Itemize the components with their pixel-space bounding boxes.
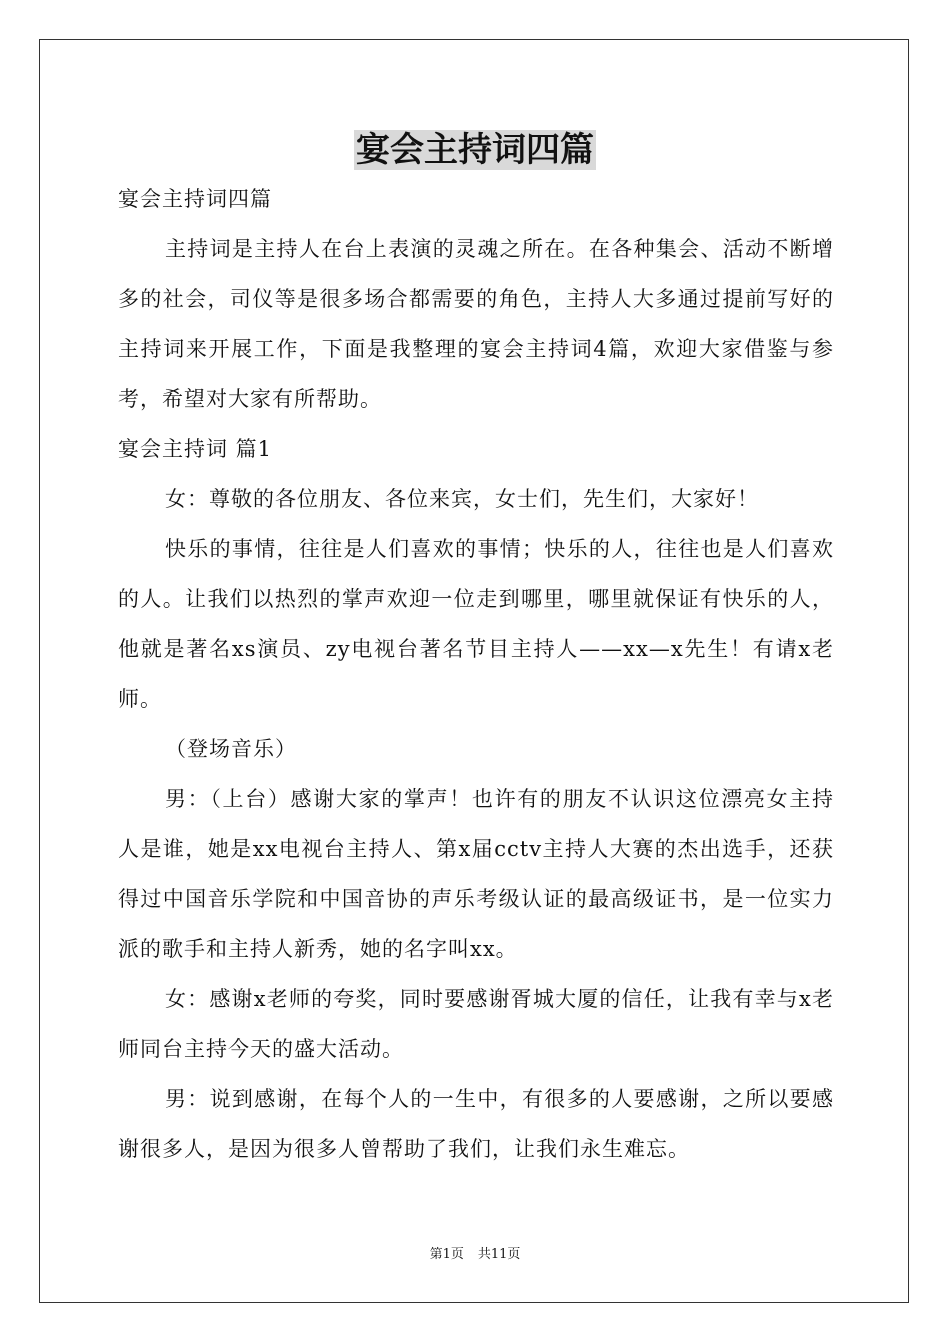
page-number: 第1页 xyxy=(429,1247,464,1262)
document-title: 宴会主持词四篇 xyxy=(356,130,594,170)
page-footer xyxy=(0,1245,950,1265)
section-heading: 宴会主持词 篇1 xyxy=(118,437,273,461)
document-body xyxy=(118,174,834,1174)
paragraph: 男：说到感谢，在每个人的一生中，有很多的人要感谢，之所以要感谢很多人，是因为很多人曾帮助了我们，让我们永生难忘。 xyxy=(118,1087,834,1161)
paragraph: 女：感谢x老师的夸奖，同时要感谢胥城大厦的信任，让我有幸与x老师同台主持今天的盛大活动。 xyxy=(118,987,834,1061)
page-total: 共11页 xyxy=(477,1247,521,1262)
paragraph: （登场音乐） xyxy=(165,737,297,761)
paragraph-subtitle: 宴会主持词四篇 xyxy=(118,187,272,211)
paragraph: 女：尊敬的各位朋友、各位来宾，女士们，先生们，大家好！ xyxy=(165,487,759,511)
paragraph: 男：（上台）感谢大家的掌声！也许有的朋友不认识这位漂亮女主持人是谁，她是xx电视台主持人、第x届cctv主持人大赛的杰出选手，还获得过中国音乐学院和中国音协的声乐考级认证的最高级证书，是一位实力派的歌手和主持人新秀，她的名字叫xx。 xyxy=(118,787,834,961)
paragraph-intro: 主持词是主持人在台上表演的灵魂之所在。在各种集会、活动不断增多的社会，司仪等是很多场合都需要的角色，主持人大多通过提前写好的主持词来开展工作，下面是我整理的宴会主持词4篇，欢迎大家借鉴与参考，希望对大家有所帮助。 xyxy=(118,237,834,411)
paragraph: 快乐的事情，往往是人们喜欢的事情；快乐的人，往往也是人们喜欢的人。让我们以热烈的掌声欢迎一位走到哪里，哪里就保证有快乐的人，他就是著名xs演员、zy电视台著名节目主持人——xx—x先生！有请x老师。 xyxy=(118,537,834,711)
